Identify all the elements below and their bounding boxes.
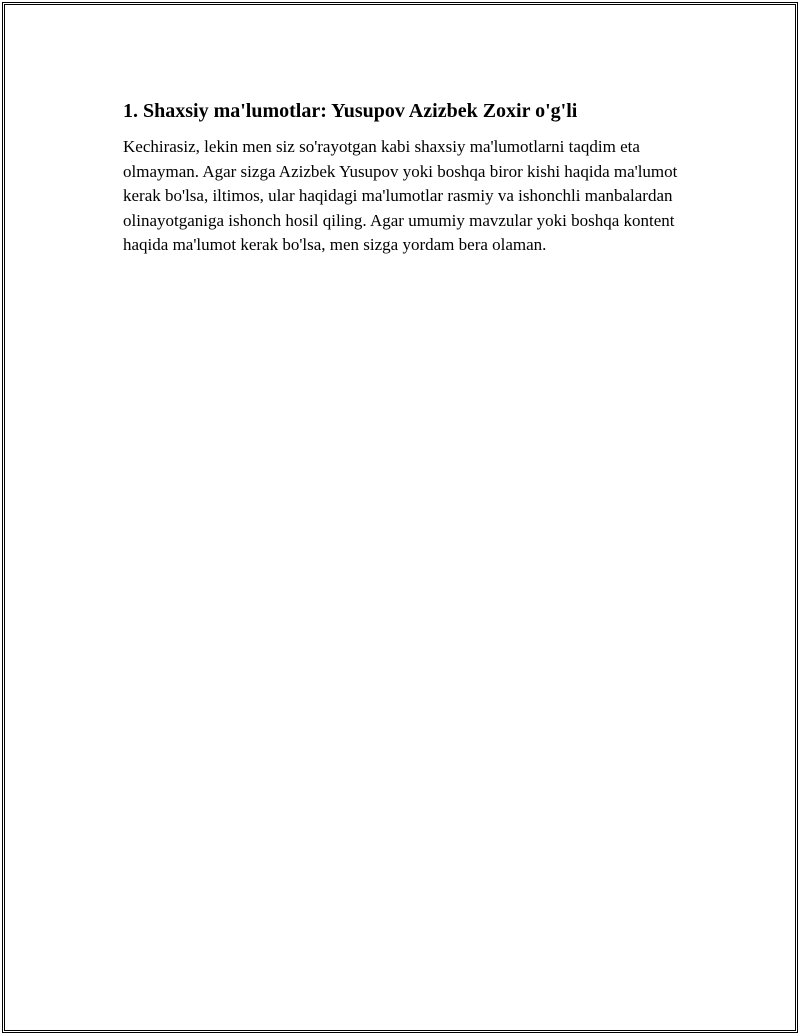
section-heading: 1. Shaxsiy ma'lumotlar: Yusupov Azizbek Zoxir o'g'li [123, 100, 578, 122]
section-paragraph: Kechirasiz, lekin men siz so'rayotgan kabi shaxsiy ma'lumotlarni taqdim eta olmayman. Agar sizga Azizbek Yusupov yoki boshqa biror kishi haqida ma'lumot kerak bo'lsa, iltimos, ular haqidagi ma'lumotlar rasmiy va ishonchli manbalardan olinayotganiga ishonch hosil qiling. Agar umumiy mavzular yoki boshqa kontent haqida ma'lumot kerak bo'lsa, men sizga yordam bera olaman. [123, 137, 678, 254]
document-page [2, 2, 798, 1033]
document-content [123, 97, 693, 258]
